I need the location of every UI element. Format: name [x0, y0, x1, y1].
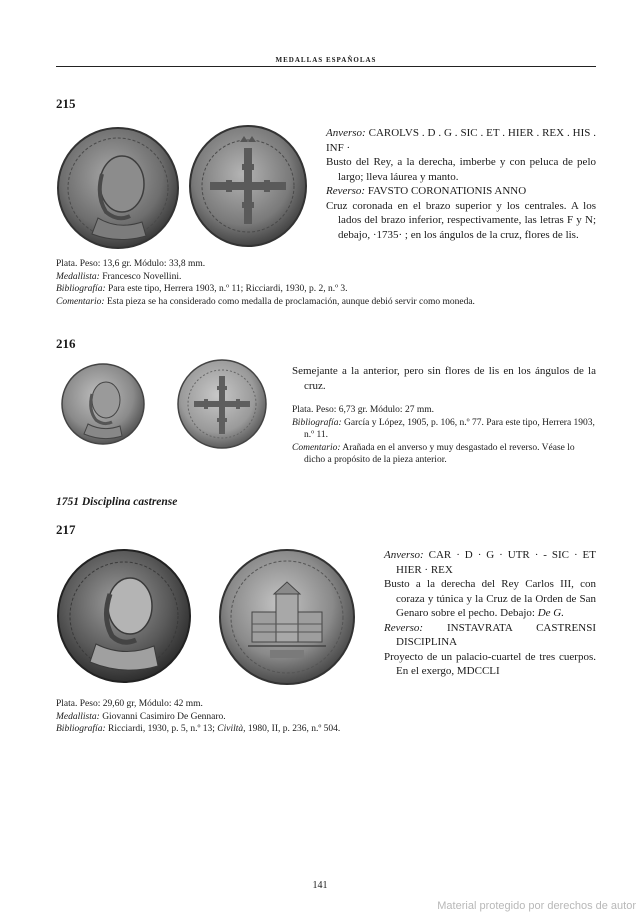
- notes-217: [56, 698, 596, 736]
- obverse-legend: Anverso: CAR · D · G · UTR · - SIC · ET HIER · REX: [384, 549, 596, 576]
- page-number: 141: [312, 880, 328, 891]
- note-medallist: Medallista: Francesco Novellini.: [56, 271, 182, 282]
- coin-portrait-icon: [56, 548, 192, 684]
- notes-216: [292, 404, 596, 467]
- note-metal: Plata. Peso: 6,73 gr. Módulo: 27 mm.: [292, 405, 434, 415]
- note-metal: Plata. Peso: 13,6 gr. Módulo: 33,8 mm.: [56, 259, 206, 269]
- obverse-description: Busto del Rey, a la derecha, imberbe y con peluca de pelo largo; lleva láurea y manto.: [326, 156, 596, 183]
- entry-number-216: 216: [56, 336, 76, 351]
- reverse-description: Cruz coronada en el brazo superior y los centrales. A los lados del brazo inferior, respectivamente, las letras F y N; debajo, ·1735· ; en los ángulos de la cruz, flores de lis.: [326, 199, 596, 241]
- note-comment: Comentario: Arañada en el anverso y muy desgastado el reverso. Véase lo dicho a propósito de la pieza anterior.: [292, 442, 575, 465]
- note-bibliography: Bibliografía: Para este tipo, Herrera 1903, n.º 11; Ricciardi, 1930, p. 2, n.º 3.: [56, 284, 348, 294]
- similarity-note: Semejante a la anterior, pero sin flores de lis en los ángulos de la cruz.: [292, 365, 596, 392]
- coin-portrait-icon: [60, 362, 146, 446]
- obverse-legend: Anverso: CAROLVS . D . G . SIC . ET . HIER . REX . HIS . INF ·: [326, 127, 596, 154]
- obverse-description: Busto a la derecha del Rey Carlos III, con coraza y túnica y la Cruz de la Orden de San Genaro sobre el pecho. Debajo: De G.: [384, 578, 596, 619]
- coin-portrait-icon: [56, 126, 180, 250]
- header-rule: [56, 66, 596, 67]
- coin-palace-icon: [218, 548, 356, 686]
- coin-cross-icon: [188, 124, 308, 248]
- description-216: [292, 364, 596, 393]
- notes-215: [56, 258, 596, 308]
- note-comment: Comentario: Esta pieza se ha considerado como medalla de proclamación, aunque debió servir como moneda.: [56, 296, 475, 307]
- note-metal: Plata. Peso: 29,60 gr, Módulo: 42 mm.: [56, 699, 203, 709]
- description-217: [384, 548, 596, 679]
- reverse-description: Proyecto de un palacio-cuartel de tres cuerpos. En el exergo, MDCCLI: [384, 650, 596, 677]
- note-bibliography: Bibliografía: Ricciardi, 1930, p. 5, n.º 13; Civiltà, 1980, II, p. 236, n.º 504.: [56, 724, 341, 734]
- section-title: 1751 Disciplina castrense: [56, 496, 178, 508]
- copyright-watermark: Material protegido por derechos de autor: [437, 900, 636, 912]
- coin-cross-icon: [176, 358, 268, 450]
- entry-number-217: 217: [56, 522, 76, 537]
- note-medallist: Medallista: Giovanni Casimiro De Gennaro.: [56, 711, 226, 722]
- entry-number-215: 215: [56, 96, 76, 111]
- reverse-legend: Reverso: FAVSTO CORONATIONIS ANNO: [326, 185, 527, 197]
- reverse-legend: Reverso: INSTAVRATA CASTRENSI DISCIPLINA: [384, 621, 596, 648]
- note-bibliography: Bibliografía: García y López, 1905, p. 106, n.º 77. Para este tipo, Herrera 1903, n.º 11.: [292, 417, 595, 440]
- description-215: [326, 126, 596, 242]
- running-title: MEDALLAS ESPAÑOLAS: [275, 56, 377, 64]
